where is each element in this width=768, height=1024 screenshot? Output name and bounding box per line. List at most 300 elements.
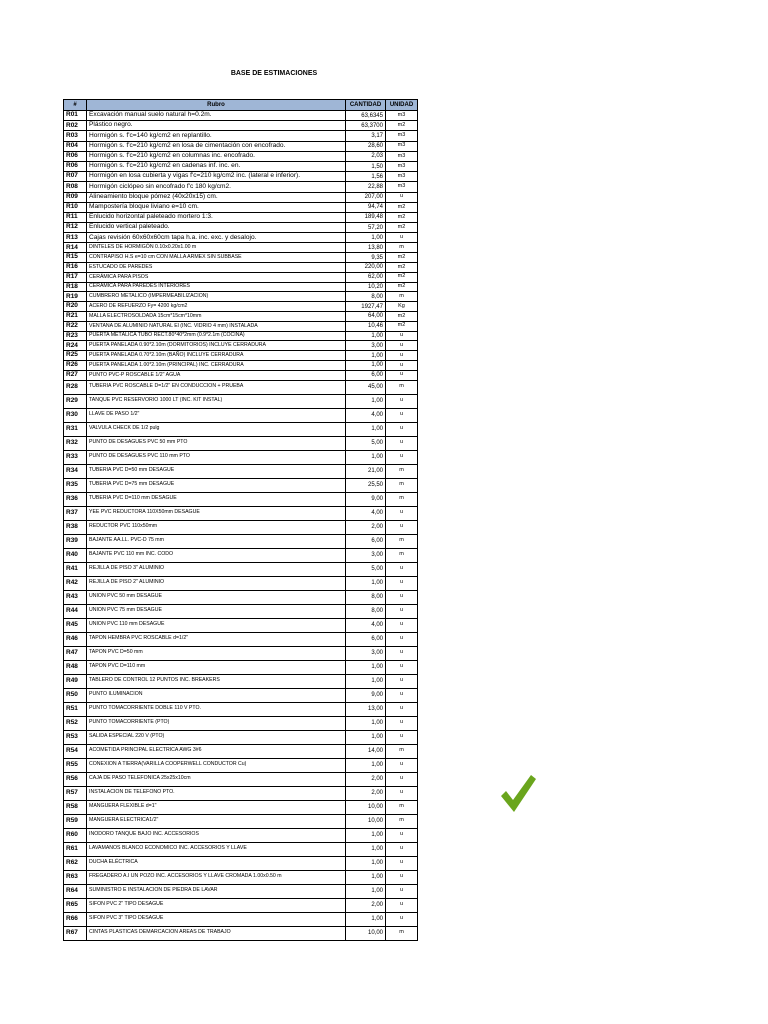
table-row <box>64 121 418 131</box>
row-description: BAJANTE PVC 110 mm INC. CODO <box>87 548 346 562</box>
row-unit: u <box>386 758 418 772</box>
row-quantity: 8,00 <box>346 604 386 618</box>
row-unit: m2 <box>386 253 418 263</box>
table-row <box>64 253 418 263</box>
row-unit: m <box>386 380 418 394</box>
table-row <box>64 758 418 772</box>
row-description: PUNTO DE DESAGUES PVC 110 mm PTO <box>87 450 346 464</box>
row-quantity: 1927,47 <box>346 302 386 312</box>
row-quantity: 3,00 <box>346 646 386 660</box>
row-description: UNION PVC 50 mm DESAGUE <box>87 590 346 604</box>
row-code: R66 <box>64 912 87 926</box>
row-unit: u <box>386 898 418 912</box>
row-description: BAJANTE AA.LL. PVC-D 75 mm <box>87 534 346 548</box>
row-quantity: 1,00 <box>346 912 386 926</box>
row-quantity: 9,00 <box>346 492 386 506</box>
table-row <box>64 111 418 121</box>
table-row <box>64 534 418 548</box>
row-quantity: 6,00 <box>346 534 386 548</box>
checkmark-icon <box>498 772 538 814</box>
row-unit: m2 <box>386 121 418 131</box>
row-code: R54 <box>64 744 87 758</box>
table-row <box>64 202 418 212</box>
row-code: R40 <box>64 548 87 562</box>
row-unit: u <box>386 842 418 856</box>
row-quantity: 6,00 <box>346 370 386 380</box>
row-quantity: 1,00 <box>346 660 386 674</box>
row-description: PUNTO ILUMINACION <box>87 688 346 702</box>
row-description: Hormigón ciclópeo sin encofrado f'c 180 kg/cm2. <box>87 182 346 192</box>
row-quantity: 4,00 <box>346 408 386 422</box>
row-code: R16 <box>64 263 87 273</box>
row-unit: m <box>386 800 418 814</box>
row-description: PUERTA PANELADA 0.70*2.10m (BAÑO) INCLUYE CERRADURA <box>87 351 346 361</box>
row-code: R52 <box>64 716 87 730</box>
row-unit: m <box>386 478 418 492</box>
row-unit: m <box>386 744 418 758</box>
row-quantity: 9,35 <box>346 253 386 263</box>
row-unit: u <box>386 331 418 341</box>
row-code: R65 <box>64 898 87 912</box>
row-unit: u <box>386 870 418 884</box>
row-quantity: 10,20 <box>346 282 386 292</box>
row-description: DINTELES DE HORMIGÓN 0.10x0.20x1.00 m <box>87 243 346 253</box>
row-unit: u <box>386 884 418 898</box>
row-quantity: 1,56 <box>346 172 386 182</box>
row-description: TUBERIA PVC D=75 mm DESAGUE <box>87 478 346 492</box>
row-code: R12 <box>64 223 87 233</box>
column-header-number: # <box>64 100 87 111</box>
row-unit: u <box>386 688 418 702</box>
row-description: TAPON HEMBRA PVC ROSCABLE d=1/2" <box>87 632 346 646</box>
row-description: Excavación manual suelo natural h=0.2m. <box>87 111 346 121</box>
row-unit: u <box>386 422 418 436</box>
row-code: R59 <box>64 814 87 828</box>
row-unit: u <box>386 660 418 674</box>
table-row <box>64 660 418 674</box>
row-code: R22 <box>64 321 87 331</box>
row-quantity: 22,88 <box>346 182 386 192</box>
table-row <box>64 212 418 222</box>
table-row <box>64 856 418 870</box>
row-unit: u <box>386 604 418 618</box>
row-code: R10 <box>64 202 87 212</box>
row-unit: m2 <box>386 282 418 292</box>
table-row <box>64 744 418 758</box>
row-unit: m2 <box>386 272 418 282</box>
row-unit: m <box>386 464 418 478</box>
row-code: R62 <box>64 856 87 870</box>
row-description: Enlucido vertical paleteado. <box>87 223 346 233</box>
row-unit: m3 <box>386 141 418 151</box>
row-code: R55 <box>64 758 87 772</box>
row-code: R03 <box>64 131 87 141</box>
row-quantity: 189,48 <box>346 212 386 222</box>
row-description: TAPON PVC D=50 mm <box>87 646 346 660</box>
table-row <box>64 590 418 604</box>
row-quantity: 13,00 <box>346 702 386 716</box>
table-row <box>64 478 418 492</box>
row-description: VENTANA DE ALUMINIO NATURAL El (INC. VIDRIO 4 mm) INSTALADA <box>87 321 346 331</box>
row-quantity: 45,00 <box>346 380 386 394</box>
row-quantity: 10,46 <box>346 321 386 331</box>
row-quantity: 63,6345 <box>346 111 386 121</box>
row-code: R42 <box>64 576 87 590</box>
table-row <box>64 506 418 520</box>
row-unit: u <box>386 436 418 450</box>
row-code: R25 <box>64 351 87 361</box>
table-row <box>64 688 418 702</box>
row-quantity: 207,00 <box>346 192 386 202</box>
row-unit: u <box>386 772 418 786</box>
row-description: PUNTO TOMACORRIENTE DOBLE 110 V PTO. <box>87 702 346 716</box>
table-row <box>64 870 418 884</box>
row-code: R45 <box>64 618 87 632</box>
row-unit: m2 <box>386 321 418 331</box>
row-quantity: 10,00 <box>346 814 386 828</box>
row-code: R61 <box>64 842 87 856</box>
row-unit: m <box>386 492 418 506</box>
row-description: TABLERO DE CONTROL 12 PUNTOS INC. BREAKERS <box>87 674 346 688</box>
row-code: R49 <box>64 674 87 688</box>
row-quantity: 1,00 <box>346 730 386 744</box>
table-row <box>64 161 418 171</box>
row-quantity: 57,20 <box>346 223 386 233</box>
row-code: R24 <box>64 341 87 351</box>
table-row <box>64 800 418 814</box>
row-quantity: 4,00 <box>346 506 386 520</box>
row-description: Hormigón s. f'c=140 kg/cm2 en replantillo. <box>87 131 346 141</box>
table-row <box>64 520 418 534</box>
row-unit: m <box>386 548 418 562</box>
row-unit: u <box>386 361 418 371</box>
row-unit: m3 <box>386 131 418 141</box>
row-code: R15 <box>64 253 87 263</box>
row-code: R06 <box>64 161 87 171</box>
row-quantity: 14,00 <box>346 744 386 758</box>
row-code: R18 <box>64 282 87 292</box>
table-row <box>64 408 418 422</box>
row-code: R11 <box>64 212 87 222</box>
row-description: FREGADERO A.I UN POZO INC. ACCESORIOS Y LLAVE CROMADA 1.00x0.50 m <box>87 870 346 884</box>
row-quantity: 94,74 <box>346 202 386 212</box>
table-row <box>64 182 418 192</box>
table-header-row <box>64 100 418 111</box>
table-row <box>64 341 418 351</box>
row-description: INODORO TANQUE BAJO INC. ACCESORIOS <box>87 828 346 842</box>
row-quantity: 2,00 <box>346 520 386 534</box>
row-code: R63 <box>64 870 87 884</box>
row-description: TUBERIA PVC D=50 mm DESAGUE <box>87 464 346 478</box>
row-code: R57 <box>64 786 87 800</box>
row-quantity: 1,00 <box>346 842 386 856</box>
table-row <box>64 321 418 331</box>
row-unit: u <box>386 618 418 632</box>
row-code: R58 <box>64 800 87 814</box>
row-code: R33 <box>64 450 87 464</box>
row-description: TANQUE PVC RESERVORIO 1000 LT (INC. KIT INSTAL) <box>87 394 346 408</box>
row-code: R19 <box>64 292 87 302</box>
row-description: Alineamiento bloque pómez (40x20x15) cm. <box>87 192 346 202</box>
table-row <box>64 730 418 744</box>
table-row <box>64 548 418 562</box>
row-unit: u <box>386 590 418 604</box>
row-quantity: 2,00 <box>346 898 386 912</box>
table-row <box>64 562 418 576</box>
row-unit: m2 <box>386 263 418 273</box>
row-unit: u <box>386 576 418 590</box>
row-code: R48 <box>64 660 87 674</box>
row-unit: m3 <box>386 182 418 192</box>
row-unit: m2 <box>386 212 418 222</box>
row-code: R17 <box>64 272 87 282</box>
row-code: R38 <box>64 520 87 534</box>
row-description: PUERTA PANELADA 0.90*2.10m (DORMITORIOS) INCLUYE CERRADURA <box>87 341 346 351</box>
row-quantity: 25,50 <box>346 478 386 492</box>
row-description: Enlucido horizontal paleteado mortero 1:3. <box>87 212 346 222</box>
table-row <box>64 604 418 618</box>
table-row <box>64 172 418 182</box>
row-unit: m <box>386 534 418 548</box>
row-quantity: 1,00 <box>346 576 386 590</box>
row-code: R36 <box>64 492 87 506</box>
document-title: BASE DE ESTIMACIONES <box>230 70 318 77</box>
row-code: R64 <box>64 884 87 898</box>
table-row <box>64 842 418 856</box>
row-quantity: 5,00 <box>346 436 386 450</box>
row-code: R37 <box>64 506 87 520</box>
table-row <box>64 450 418 464</box>
row-description: MANGUERA ELECTRICA1/2" <box>87 814 346 828</box>
row-unit: u <box>386 856 418 870</box>
row-code: R21 <box>64 312 87 322</box>
row-description: CERÁMICA PARA PISOS <box>87 272 346 282</box>
row-quantity: 6,00 <box>346 632 386 646</box>
column-header-rubro: Rubro <box>87 100 346 111</box>
column-header-unidad: UNIDAD <box>386 100 418 111</box>
row-quantity: 5,00 <box>346 562 386 576</box>
row-unit: u <box>386 351 418 361</box>
row-description: PUERTA METÁLICA TUBO RECT.80*40*2mm (0.9*2.1m (COCINA) <box>87 331 346 341</box>
table-row <box>64 151 418 161</box>
row-description: LAVAMANOS BLANCO ECONOMICO INC. ACCESORIOS Y LLAVE <box>87 842 346 856</box>
row-quantity: 3,00 <box>346 341 386 351</box>
row-description: MALLA ELECTROSOLDADA 15cm*15cm*10mm <box>87 312 346 322</box>
row-description: ACERO DE REFUERZO Fy= 4200 kg/cm2 <box>87 302 346 312</box>
row-unit: u <box>386 632 418 646</box>
row-code: R09 <box>64 192 87 202</box>
table-row <box>64 302 418 312</box>
row-unit: u <box>386 520 418 534</box>
row-quantity: 10,00 <box>346 800 386 814</box>
table-row <box>64 436 418 450</box>
table-row <box>64 772 418 786</box>
row-description: Cajas revisión 60x60x60cm tapa h.a. inc. exc. y desalojo. <box>87 233 346 243</box>
row-description: ACOMETIDA PRINCIPAL ELECTRICA AWG 3#6 <box>87 744 346 758</box>
table-row <box>64 702 418 716</box>
row-quantity: 9,00 <box>346 688 386 702</box>
row-quantity: 8,00 <box>346 292 386 302</box>
table-row <box>64 370 418 380</box>
row-unit: m2 <box>386 202 418 212</box>
table-row <box>64 263 418 273</box>
row-unit: u <box>386 408 418 422</box>
row-code: R08 <box>64 182 87 192</box>
row-quantity: 21,00 <box>346 464 386 478</box>
table-row <box>64 646 418 660</box>
row-unit: u <box>386 450 418 464</box>
row-description: TUBERIA PVC D=110 mm DESAGUE <box>87 492 346 506</box>
row-quantity: 220,00 <box>346 263 386 273</box>
row-description: REJILLA DE PISO 2" ALUMINIO <box>87 576 346 590</box>
table-row <box>64 814 418 828</box>
row-code: R23 <box>64 331 87 341</box>
row-description: SIFON PVC 2" TIPO DESAGUE <box>87 898 346 912</box>
row-quantity: 3,17 <box>346 131 386 141</box>
table-row <box>64 926 418 940</box>
row-code: R41 <box>64 562 87 576</box>
row-description: Mampostería bloque liviano e=10 cm. <box>87 202 346 212</box>
row-description: UNION PVC 110 mm DESAGUE <box>87 618 346 632</box>
row-description: CINTAS PLASTICAS DEMARCACION AREAS DE TRABAJO <box>87 926 346 940</box>
row-quantity: 1,00 <box>346 450 386 464</box>
row-code: R29 <box>64 394 87 408</box>
row-code: R39 <box>64 534 87 548</box>
table-row <box>64 233 418 243</box>
row-description: PUNTO PVC-P ROSCABLE 1/2" AGUA <box>87 370 346 380</box>
row-unit: u <box>386 562 418 576</box>
row-unit: m3 <box>386 172 418 182</box>
row-quantity: 10,00 <box>346 926 386 940</box>
table-row <box>64 282 418 292</box>
row-quantity: 1,00 <box>346 884 386 898</box>
row-code: R01 <box>64 111 87 121</box>
table-row <box>64 884 418 898</box>
table-row <box>64 192 418 202</box>
row-unit: u <box>386 702 418 716</box>
row-code: R44 <box>64 604 87 618</box>
row-description: PUERTA PANELADA 1.00*2.10m (PRINCIPAL) INC. CERRADURA <box>87 361 346 371</box>
row-code: R14 <box>64 243 87 253</box>
row-code: R53 <box>64 730 87 744</box>
row-unit: m <box>386 292 418 302</box>
row-code: R43 <box>64 590 87 604</box>
row-description: Hormigón s. f'c=210 kg/cm2 en cadenas inf. inc. en. <box>87 161 346 171</box>
row-code: R60 <box>64 828 87 842</box>
row-code: R32 <box>64 436 87 450</box>
row-unit: m <box>386 814 418 828</box>
row-code: R06 <box>64 151 87 161</box>
row-description: DUCHA ELÉCTRICA <box>87 856 346 870</box>
table-row <box>64 912 418 926</box>
row-unit: m3 <box>386 111 418 121</box>
row-description: Hormigón s. f'c=210 kg/cm2 en losa de cimentación con encofrado. <box>87 141 346 151</box>
table-row <box>64 141 418 151</box>
row-description: UNION PVC 75 mm DESAGUE <box>87 604 346 618</box>
row-code: R51 <box>64 702 87 716</box>
table-row <box>64 464 418 478</box>
row-description: SUMINISTRO E INSTALACION DE PIEDRA DE LAVAR <box>87 884 346 898</box>
row-unit: m3 <box>386 151 418 161</box>
row-code: R13 <box>64 233 87 243</box>
table-row <box>64 786 418 800</box>
row-description: CONEXION A TIERRA(VARILLA COOPERWELL CONDUCTOR Cu) <box>87 758 346 772</box>
row-description: CAJA DE PASO TELEFONICA 25x25x10cm <box>87 772 346 786</box>
row-quantity: 13,80 <box>346 243 386 253</box>
row-quantity: 1,00 <box>346 870 386 884</box>
table-row <box>64 131 418 141</box>
row-quantity: 1,00 <box>346 716 386 730</box>
row-unit: u <box>386 674 418 688</box>
row-quantity: 28,60 <box>346 141 386 151</box>
row-code: R35 <box>64 478 87 492</box>
row-unit: u <box>386 730 418 744</box>
row-quantity: 63,3700 <box>346 121 386 131</box>
row-quantity: 1,00 <box>346 422 386 436</box>
row-code: R27 <box>64 370 87 380</box>
table-row <box>64 312 418 322</box>
row-quantity: 2,00 <box>346 786 386 800</box>
row-quantity: 1,00 <box>346 758 386 772</box>
row-unit: u <box>386 828 418 842</box>
table-row <box>64 361 418 371</box>
row-unit: u <box>386 370 418 380</box>
row-code: R07 <box>64 172 87 182</box>
table-row <box>64 576 418 590</box>
table-row <box>64 394 418 408</box>
row-description: REDUCTOR PVC 110x50mm <box>87 520 346 534</box>
row-unit: m <box>386 243 418 253</box>
table-row <box>64 422 418 436</box>
row-unit: u <box>386 341 418 351</box>
row-description: TUBERIA PVC ROSCABLE D=1/2" EN CONDUCCION + PRUEBA <box>87 380 346 394</box>
row-unit: u <box>386 394 418 408</box>
row-unit: m <box>386 926 418 940</box>
table-row <box>64 828 418 842</box>
row-code: R67 <box>64 926 87 940</box>
row-code: R56 <box>64 772 87 786</box>
row-description: LLAVE DE PASO 1/2" <box>87 408 346 422</box>
row-quantity: 62,00 <box>346 272 386 282</box>
row-description: Hormigón en losa cubierta y vigas f'c=210 kg/cm2 inc. (lateral e inferior). <box>87 172 346 182</box>
row-code: R30 <box>64 408 87 422</box>
row-description: ESTUCADO DE PAREDES <box>87 263 346 273</box>
table-row <box>64 223 418 233</box>
row-unit: u <box>386 646 418 660</box>
row-quantity: 1,00 <box>346 856 386 870</box>
row-unit: Kg <box>386 302 418 312</box>
row-quantity: 2,03 <box>346 151 386 161</box>
row-quantity: 1,00 <box>346 331 386 341</box>
table-row <box>64 492 418 506</box>
row-description: Plástico negro. <box>87 121 346 131</box>
row-quantity: 1,00 <box>346 233 386 243</box>
table-row <box>64 331 418 341</box>
row-unit: u <box>386 786 418 800</box>
row-unit: u <box>386 192 418 202</box>
table-row <box>64 674 418 688</box>
table-row <box>64 243 418 253</box>
row-description: SALIDA ESPECIAL 220 V (PTO) <box>87 730 346 744</box>
column-header-cantidad: CANTIDAD <box>346 100 386 111</box>
row-code: R31 <box>64 422 87 436</box>
table-row <box>64 272 418 282</box>
table-row <box>64 380 418 394</box>
row-quantity: 4,00 <box>346 618 386 632</box>
row-quantity: 64,00 <box>346 312 386 322</box>
row-description: YEE PVC REDUCTORA 110X50mm DESAGUE <box>87 506 346 520</box>
row-description: CUMBRERO METALICO (IMPERMEABILIZACION) <box>87 292 346 302</box>
